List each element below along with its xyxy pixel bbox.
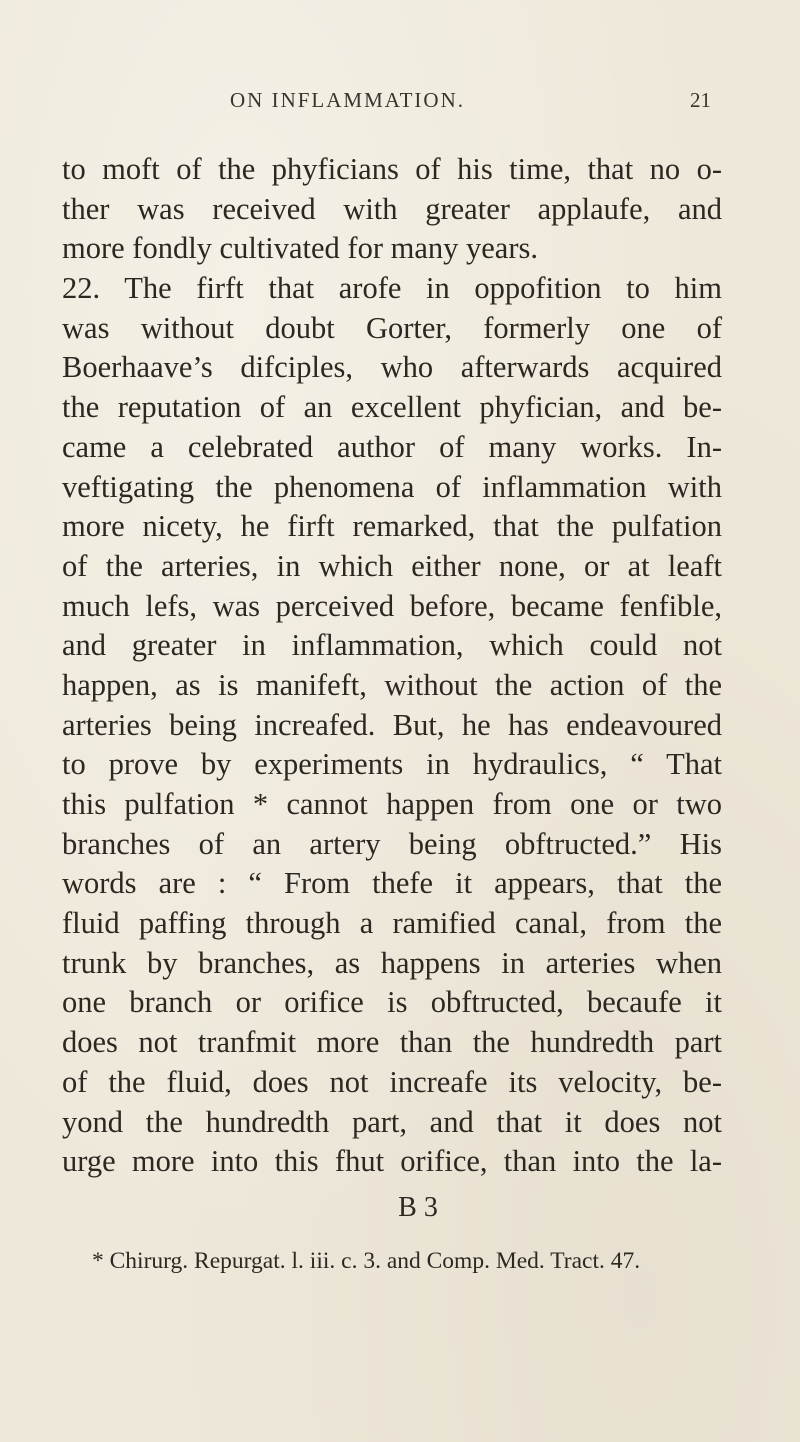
page-number: 21 [690, 88, 711, 112]
text-line: fluid paffing through a ramified canal, from the [62, 906, 722, 941]
text-line: of the arteries, in which either none, or at leaft [62, 548, 722, 583]
signature-text: B 3 [398, 1192, 438, 1223]
text-line: ther was received with greater applaufe, and [62, 191, 722, 226]
text-line: and greater in inflammation, which could not [62, 628, 722, 663]
running-title: ON INFLAMMATION. [230, 88, 465, 112]
signature-mark [0, 1192, 800, 1224]
text-line: veftigating the phenomena of inflammation with [62, 469, 722, 504]
text-line: the reputation of an excellent phyfician, and be- [62, 390, 722, 425]
text-line: Boerhaave’s difciples, who afterwards acquired [62, 350, 722, 385]
running-head [0, 88, 800, 118]
footnote: * Chirurg. Repurgat. l. iii. c. 3. and Comp. Med. Tract. 47. [92, 1248, 641, 1274]
text-line: happen, as is manifeft, without the action of the [62, 667, 722, 702]
text-line: one branch or orifice is obftructed, becaufe it [62, 985, 722, 1020]
text-line: arteries being increafed. But, he has endeavoured [62, 707, 722, 742]
text-line: to moft of the phyficians of his time, that no o- [62, 152, 722, 186]
text-line: this pulfation * cannot happen from one or two [62, 787, 722, 821]
text-line: more nicety, he firft remarked, that the pulfation [62, 509, 722, 544]
text-line: 22. The firft that arofe in oppofition to him [62, 271, 722, 306]
text-line: yond the hundredth part, and that it does not [62, 1104, 722, 1139]
text-line: more fondly cultivated for many years. [62, 231, 538, 266]
text-line: trunk by branches, as happens in arteries when [62, 945, 722, 980]
text-line: does not tranfmit more than the hundredth part [62, 1025, 722, 1060]
text-line: of the fluid, does not increafe its velocity, be- [62, 1064, 722, 1099]
text-line: urge more into this fhut orifice, than into the la- [62, 1144, 722, 1179]
text-line: words are : “ From thefe it appears, that the [62, 866, 722, 901]
text-line: branches of an artery being obftructed.” His [62, 826, 722, 861]
text-line: much lefs, was perceived before, became fenfible, [62, 588, 722, 623]
text-line: to prove by experiments in hydraulics, “ That [62, 747, 722, 782]
body-text [62, 150, 722, 1182]
text-line: came a celebrated author of many works. In- [62, 429, 722, 464]
text-line: was without doubt Gorter, formerly one of [62, 310, 722, 345]
